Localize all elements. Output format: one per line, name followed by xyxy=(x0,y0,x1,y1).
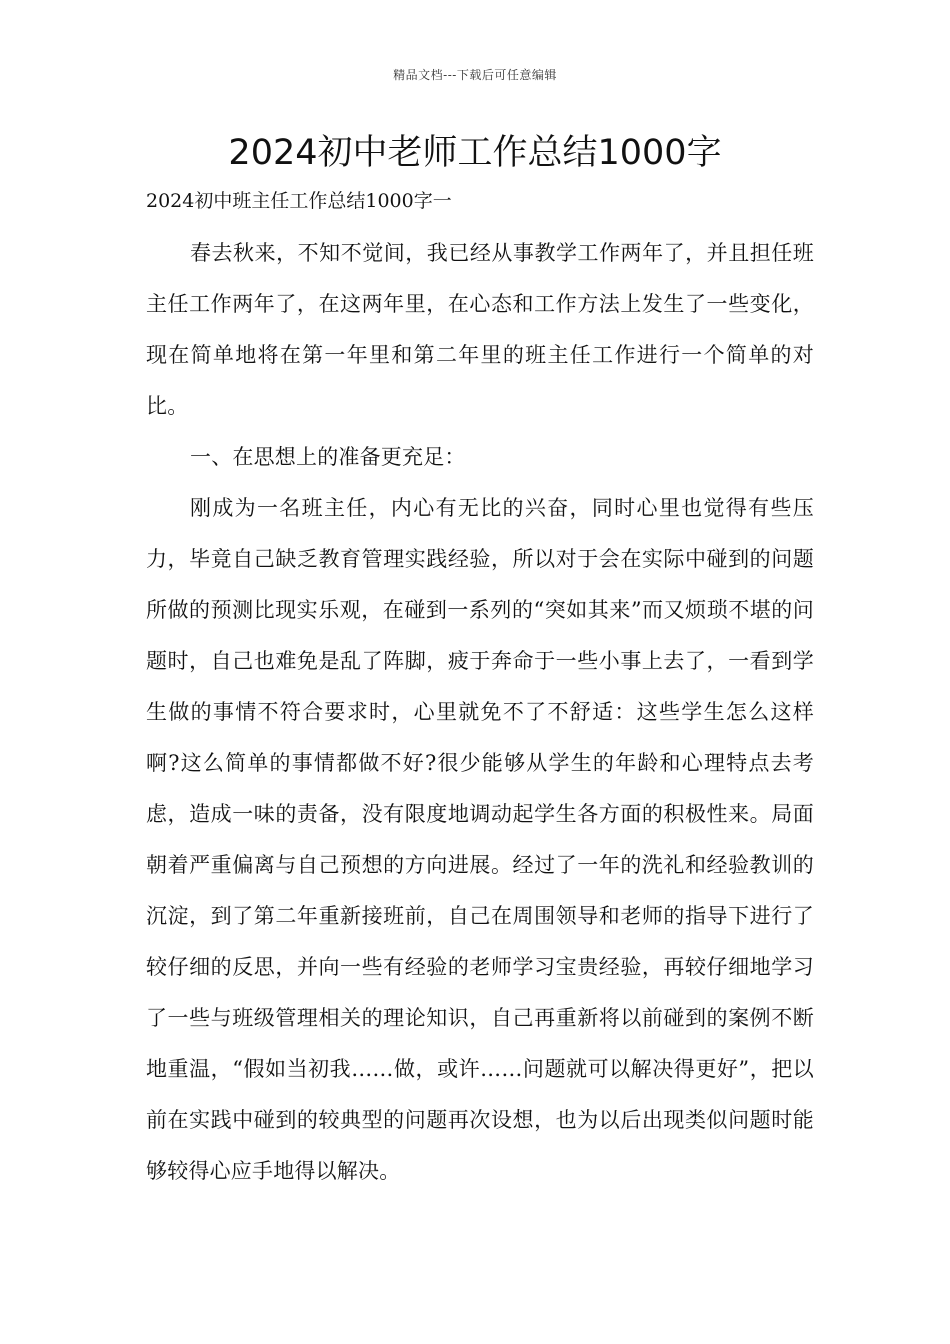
header-note: 精品文档---下载后可任意编辑 xyxy=(393,68,557,82)
document-subtitle: 2024初中班主任工作总结1000字一 xyxy=(146,190,452,212)
section-heading: 一、在思想上的准备更充足： xyxy=(190,445,466,469)
document-title: 2024初中老师工作总结1000字 xyxy=(228,133,722,173)
paragraph: 春去秋来，不知不觉间，我已经从事教学工作两年了，并且担任班主任工作两年了，在这两年里，在心态和工作方法上发生了一些变化，现在简单地将在第一年里和第二年里的班主任工作进行一个简单的对比。 xyxy=(146,241,814,418)
body-text xyxy=(146,228,814,1197)
paragraph: 刚成为一名班主任，内心有无比的兴奋，同时心里也觉得有些压力，毕竟自己缺乏教育管理实践经验，所以对于会在实际中碰到的问题所做的预测比现实乐观，在碰到一系列的“突如其来”而又烦琐不堪的问题时，自己也难免是乱了阵脚，疲于奔命于一些小事上去了，一看到学生做的事情不符合要求时，心里就免不了不舒适：这些学生怎么这样啊?这么简单的事情都做不好?很少能够从学生的年龄和心理特点去考虑，造成一味的责备，没有限度地调动起学生各方面的积极性来。局面朝着严重偏离与自己预想的方向进展。经过了一年的洗礼和经验教训的沉淀，到了第二年重新接班前，自己在周围领导和老师的指导下进行了较仔细的反思，并向一些有经验的老师学习宝贵经验，再较仔细地学习了一些与班级管理相关的理论知识，自己再重新将以前碰到的案例不断地重温，“假如当初我……做，或许……问题就可以解决得更好”，把以前在实践中碰到的较典型的问题再次设想，也为以后出现类似问题时能够较得心应手地得以解决。 xyxy=(146,496,814,1183)
